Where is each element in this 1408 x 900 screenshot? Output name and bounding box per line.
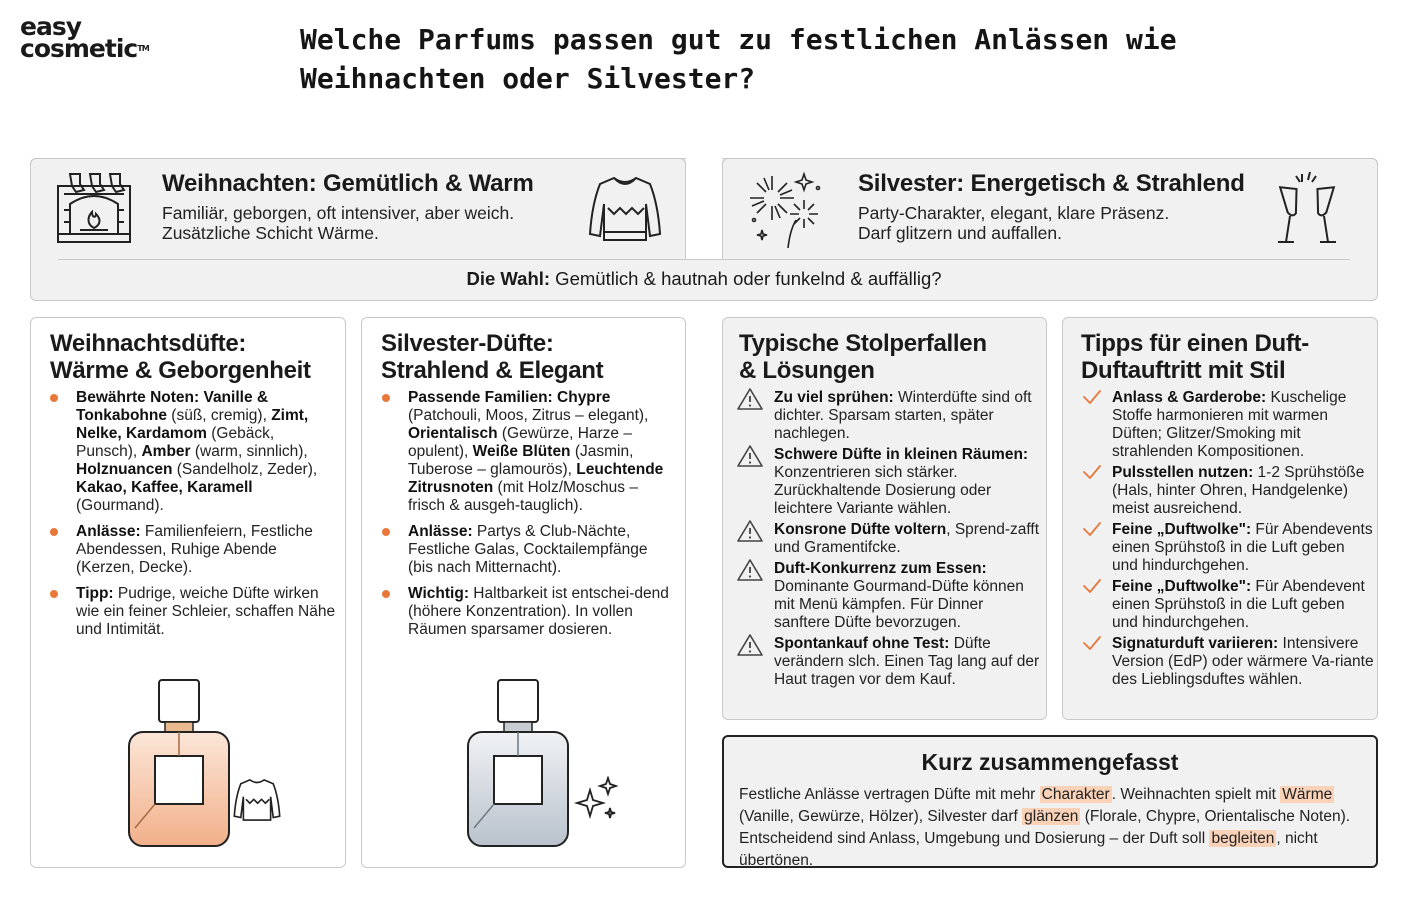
list-item	[774, 446, 1042, 518]
champagne-glasses-icon	[1272, 170, 1342, 248]
bold-term: Anlass & Garderobe:	[1112, 389, 1267, 406]
christmas-line-2: Zusätzliche Schicht Wärme.	[162, 223, 379, 243]
bold-term: Pulsstellen nutzen:	[1112, 464, 1254, 481]
highlighted-keyword: Charakter	[1041, 786, 1110, 803]
bold-term: Holznuancen	[76, 461, 173, 478]
warning-triangle-icon	[736, 633, 764, 657]
warning-triangle-icon	[736, 519, 764, 543]
text-fragment: (süß, cremig),	[167, 407, 272, 424]
list-item	[1112, 635, 1374, 689]
list-item	[1112, 578, 1374, 632]
bold-term: Amber	[141, 443, 191, 460]
text-fragment: (Sandelholz, Zeder),	[172, 461, 318, 478]
bullet-dot-icon	[382, 528, 390, 536]
list-item	[76, 585, 338, 639]
text-fragment: (Patchouli, Moos, Zitrus – elegant),	[408, 407, 649, 424]
list-item	[408, 585, 673, 639]
list-item	[76, 523, 338, 577]
bold-term: Feine „Duftwolke":	[1112, 578, 1252, 595]
christmas-line-1: Familiär, geborgen, oft intensiver, aber weich.	[162, 203, 515, 223]
page-title: Welche Parfums passen gut zu festlichen Anlässen wie Weihnachten oder Silvester?	[300, 23, 1177, 95]
perfume-bottle-silver-icon	[466, 678, 570, 848]
text-fragment: (mit Holz/Moschus – frisch & ausgeh-tauglich).	[408, 479, 638, 514]
bold-term: Duft-Konkurrenz zum Essen:	[774, 560, 987, 577]
newyear-line-1: Party-Charakter, elegant, klare Präsenz.	[858, 203, 1170, 223]
bullet-dot-icon	[382, 590, 390, 598]
bullet-dot-icon	[50, 528, 58, 536]
bold-term: Zu viel sprühen:	[774, 389, 894, 406]
bold-term: Tipp:	[76, 585, 114, 602]
newyear-scents-card	[361, 317, 686, 868]
list-item	[408, 389, 673, 515]
text-fragment: Dominante Gourmand-Düfte können mit Menü kämpfen. Für Dinner sanftere Düfte bevorzugen.	[774, 578, 1024, 631]
bold-term: Anlässe:	[408, 523, 473, 540]
brand-logo[interactable]	[20, 12, 180, 63]
highlighted-keyword: Wärme	[1282, 786, 1333, 803]
christmas-scents-list	[76, 389, 338, 647]
bold-term: Spontankauf ohne Test:	[774, 635, 950, 652]
text-fragment: Partys & Club-Nächte, Festliche Galas, Cocktailempfänge (bis nach Mitternacht).	[408, 523, 648, 576]
text-fragment: Winterdüfte sind oft dichter. Sparsam starten, später nachlegen.	[774, 389, 1032, 442]
checkmark-icon	[1082, 634, 1102, 652]
list-item	[774, 389, 1042, 443]
warning-triangle-icon	[736, 558, 764, 582]
bold-term: Weiße Blüten	[472, 443, 571, 460]
summary-box	[722, 735, 1378, 868]
bold-term: Zimt, Nelke, Kardamom	[76, 407, 309, 442]
list-item	[408, 523, 673, 577]
sweater-icon	[588, 174, 662, 244]
bold-term: Passende Familien: Chypre	[408, 389, 611, 406]
text-fragment: 1-2 Sprühstöße (Hals, hinter Ohren, Handgelenke) meist ausreichend.	[1112, 464, 1365, 517]
bold-term: Feine „Duftwolke":	[1112, 521, 1252, 538]
bold-term: Wichtig:	[408, 585, 469, 602]
text-fragment: , nicht übertönen.	[739, 830, 1318, 869]
text-fragment: (Vanille, Gewürze, Hölzer), Silvester darf	[739, 808, 1023, 825]
logo-line-1: easy	[20, 12, 82, 41]
text-fragment: Für Abendevent einen Sprühstoß in die Luft geben und hindurchgehen.	[1112, 578, 1365, 631]
choice-question: Die Wahl: Gemütlich & hautnah oder funkelnd & auffällig?	[466, 268, 942, 289]
christmas-scents-title-1: Weihnachtsdüfte:	[50, 330, 247, 357]
list-item	[76, 389, 338, 515]
fireworks-icon	[748, 170, 828, 248]
summary-text	[739, 784, 1365, 872]
christmas-scents-card	[30, 317, 346, 868]
bullet-dot-icon	[382, 394, 390, 402]
bold-term: Bewährte Noten: Vanille & Tonkabohne	[76, 389, 269, 424]
text-fragment: Intensivere Version (EdP) oder wärmere Va-riante des Lieblingsduftes wählen.	[1112, 635, 1374, 688]
list-item	[1112, 389, 1374, 461]
christmas-heading: Weihnachten: Gemütlich & Warm	[162, 170, 534, 197]
newyear-scents-list	[408, 389, 673, 647]
newyear-scents-title-2: Strahlend & Elegant	[381, 357, 604, 384]
perfume-bottle-amber-icon	[127, 678, 231, 848]
bold-term: Orientalisch	[408, 425, 498, 442]
text-fragment: (Florale, Chypre, Orientalische Noten). Entscheidend sind Anlass, Umgebung und Dosierung – der Duft soll	[739, 808, 1351, 847]
checkmark-icon	[1082, 463, 1102, 481]
text-fragment: (Gebäck, Punsch),	[76, 425, 275, 460]
panel-gap	[686, 158, 722, 260]
bold-term: Konsrone Düfte voltern	[774, 521, 947, 538]
checkmark-icon	[1082, 577, 1102, 595]
sparkles-icon	[572, 776, 618, 824]
pitfalls-list	[774, 389, 1042, 692]
list-item	[1112, 464, 1374, 518]
christmas-scents-title-2: Wärme & Geborgenheit	[50, 357, 311, 384]
pitfalls-title-2: & Lösungen	[739, 357, 875, 384]
text-fragment: Pudrige, weiche Düfte wirken wie ein feiner Schleier, schaffen Nähe und Intimität.	[76, 585, 336, 638]
tips-title-2: Duftauftritt mit Stil	[1081, 357, 1286, 384]
text-fragment: . Weihnachten spielt mit	[1111, 786, 1281, 803]
warning-triangle-icon	[736, 444, 764, 468]
bullet-dot-icon	[50, 590, 58, 598]
tips-title-1: Tipps für einen Duft-	[1081, 330, 1309, 357]
list-item	[774, 560, 1042, 632]
text-fragment: (Gourmand).	[76, 497, 164, 514]
text-fragment: (Gewürze, Harze – opulent),	[408, 425, 632, 460]
text-fragment: Konzentrieren sich stärker. Zurückhaltende Dosierung oder leichtere Variante wählen.	[774, 464, 992, 517]
highlighted-keyword: glänzen	[1024, 808, 1079, 825]
bullet-dot-icon	[50, 394, 58, 402]
tips-card	[1062, 317, 1378, 720]
bold-term: Leuchtende Zitrusnoten	[408, 461, 664, 496]
tips-list	[1112, 389, 1374, 692]
list-item	[774, 635, 1042, 689]
text-fragment: , Sprend-zafft und Gramentifcke.	[774, 521, 1039, 556]
fireplace-icon	[56, 170, 132, 246]
checkmark-icon	[1082, 388, 1102, 406]
list-item	[1112, 521, 1374, 575]
bold-term: Signaturduft variieren:	[1112, 635, 1279, 652]
warning-triangle-icon	[736, 387, 764, 411]
text-fragment: (warm, sinnlich),	[190, 443, 308, 460]
text-fragment: Festliche Anlässe vertragen Düfte mit mehr	[739, 786, 1040, 803]
summary-title: Kurz zusammengefasst	[921, 749, 1179, 775]
bold-term: Anlässe:	[76, 523, 141, 540]
newyear-line-2: Darf glitzern und auffallen.	[858, 223, 1062, 243]
newyear-heading: Silvester: Energetisch & Strahlend	[858, 170, 1245, 197]
sweater-icon	[233, 776, 281, 824]
text-fragment: Kuschelige Stoffe harmonieren mit warmen Düften; Glitzer/Smoking mit strahlenden Kompositionen.	[1112, 389, 1347, 460]
checkmark-icon	[1082, 520, 1102, 538]
logo-line-2: cosmetic™	[20, 34, 149, 63]
text-fragment: Für Abendevents einen Sprühstoß in die Luft geben und hindurchgehen.	[1112, 521, 1373, 574]
pitfalls-card	[722, 317, 1047, 720]
list-item	[774, 521, 1042, 557]
text-fragment: (Jasmin, Tuberose – glamourös),	[408, 443, 634, 478]
pitfalls-title-1: Typische Stolperfallen	[739, 330, 987, 357]
highlighted-keyword: begleiten	[1211, 830, 1275, 847]
text-fragment: Düfte verändern slch. Einen Tag lang auf der Haut tragen vor dem Kauf.	[774, 635, 1040, 688]
text-fragment: Familienfeiern, Festliche Abendessen, Ruhige Abende (Kerzen, Decke).	[76, 523, 313, 576]
bold-term: Kakao, Kaffee, Karamell	[76, 479, 253, 496]
bold-term: Schwere Düfte in kleinen Räumen:	[774, 446, 1029, 463]
newyear-scents-title-1: Silvester-Düfte:	[381, 330, 554, 357]
text-fragment: Haltbarkeit ist entschei-dend (höhere Konzentration). In vollen Räumen sparsamer dosieren.	[408, 585, 669, 638]
